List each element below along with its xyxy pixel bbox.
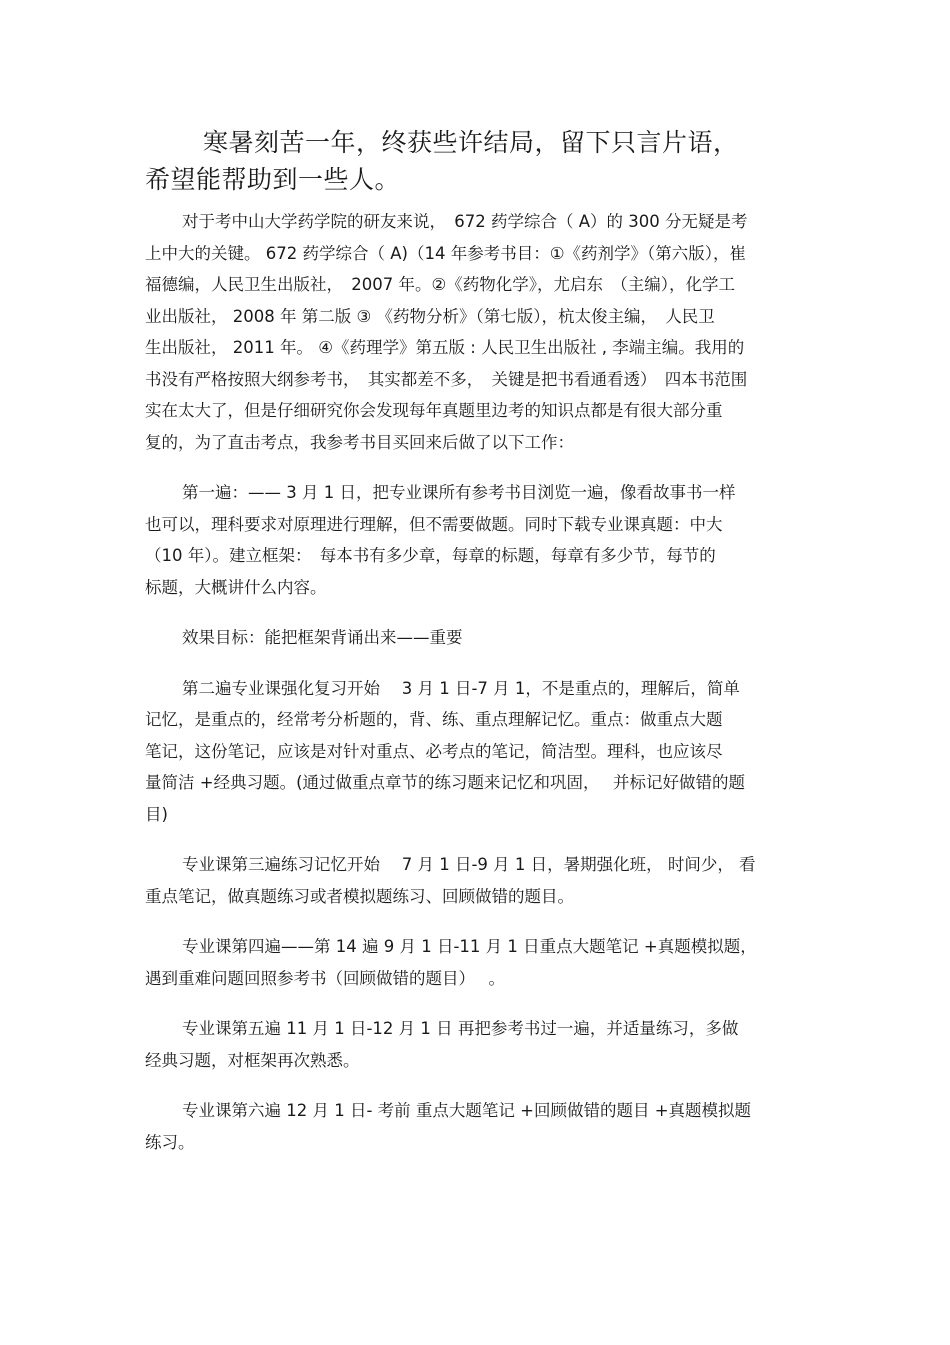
text-line: 专业课第四遍——第 14 遍 9 月 1 日-11 月 1 日重点大题笔记 +真题模拟题， (182, 937, 757, 956)
text-line: 专业课第六遍 12 月 1 日- 考前 重点大题笔记 +回顾做错的题目 +真题模拟题 (182, 1101, 752, 1120)
text-line: 专业课第三遍练习记忆开始 7 月 1 日-9 月 1 日，暑期强化班， 时间少， 看 (182, 855, 756, 874)
text-line: 对于考中山大学药学院的研友来说， 672 药学综合（ A）的 300 分无疑是考 (182, 212, 748, 231)
paragraph-book-list (145, 206, 815, 458)
text-line: 重点笔记，做真题练习或者模拟题练习、回顾做错的题目。 (145, 886, 574, 906)
document-body (145, 206, 815, 1177)
text-line: 复的，为了直击考点，我参考书目买回来后做了以下工作： (145, 432, 574, 452)
text-line: 实在太大了，但是仔细研究你会发现每年真题里边考的知识点都是有很大部分重 (145, 401, 723, 420)
text-line: 生出版社， 2011 年。 ④《药理学》第五版 : 人民卫生出版社 , 李端主编。我用的 (145, 338, 745, 357)
paragraph-round-three (145, 849, 815, 912)
text-line: 目) (145, 804, 168, 824)
text-line: 第二遍专业课强化复习开始 3 月 1 日-7 月 1，不是重点的，理解后，简单 (182, 678, 740, 698)
text-line: 量简洁 +经典习题。(通过做重点章节的练习题来记忆和巩固， 并标记好做错的题 (145, 773, 746, 792)
title-line: 寒暑刻苦一年，终获些许结局，留下只言片语， (203, 128, 739, 157)
paragraph-round-four (145, 931, 815, 994)
paragraph-round-five (145, 1013, 815, 1076)
text-line: 练习。 (145, 1132, 195, 1152)
text-line: 书没有严格按照大纲参考书， 其实都差不多， 关键是把书看通看透） 四本书范围 (145, 369, 748, 389)
text-line: 经典习题，对框架再次熟悉。 (145, 1050, 360, 1070)
paragraph-round-two (145, 673, 815, 831)
page-title (145, 124, 825, 198)
text-line: 效果目标：能把框架背诵出来——重要 (182, 628, 463, 647)
title-line: 希望能帮助到一些人。 (145, 165, 401, 194)
text-line: 福德编，人民卫生出版社， 2007 年。②《药物化学》，尤启东 （主编），化学工 (145, 275, 736, 294)
paragraph-goal (145, 622, 815, 654)
text-line: 遇到重难问题回照参考书（回顾做错的题目） 。 (145, 968, 505, 988)
text-line: 笔记，这份笔记，应该是对针对重点、必考点的笔记，简洁型。理科，也应该尽 (145, 741, 723, 761)
text-line: 标题，大概讲什么内容。 (145, 577, 327, 597)
paragraph-round-six (145, 1095, 815, 1158)
text-line: 专业课第五遍 11 月 1 日-12 月 1 日 再把参考书过一遍，并适量练习，多做 (182, 1019, 739, 1038)
text-line: 也可以，理科要求对原理进行理解，但不需要做题。同时下载专业课真题：中大 (145, 514, 723, 534)
text-line: 第一遍：—— 3 月 1 日，把专业课所有参考书目浏览一遍，像看故事书一样 (182, 483, 736, 502)
text-line: 业出版社， 2008 年 第二版 ③ 《药物分析》（第七版），杭太俊主编， 人民卫 (145, 306, 715, 326)
text-line: （10 年）。建立框架： 每本书有多少章，每章的标题，每章有多少节，每节的 (145, 546, 716, 565)
paragraph-round-one (145, 477, 815, 603)
text-line: 上中大的关键。 672 药学综合（ A)（14 年参考书目：①《药剂学》（第六版），崔 (145, 243, 746, 263)
text-line: 记忆，是重点的，经常考分析题的，背、练、重点理解记忆。重点：做重点大题 (145, 710, 723, 729)
